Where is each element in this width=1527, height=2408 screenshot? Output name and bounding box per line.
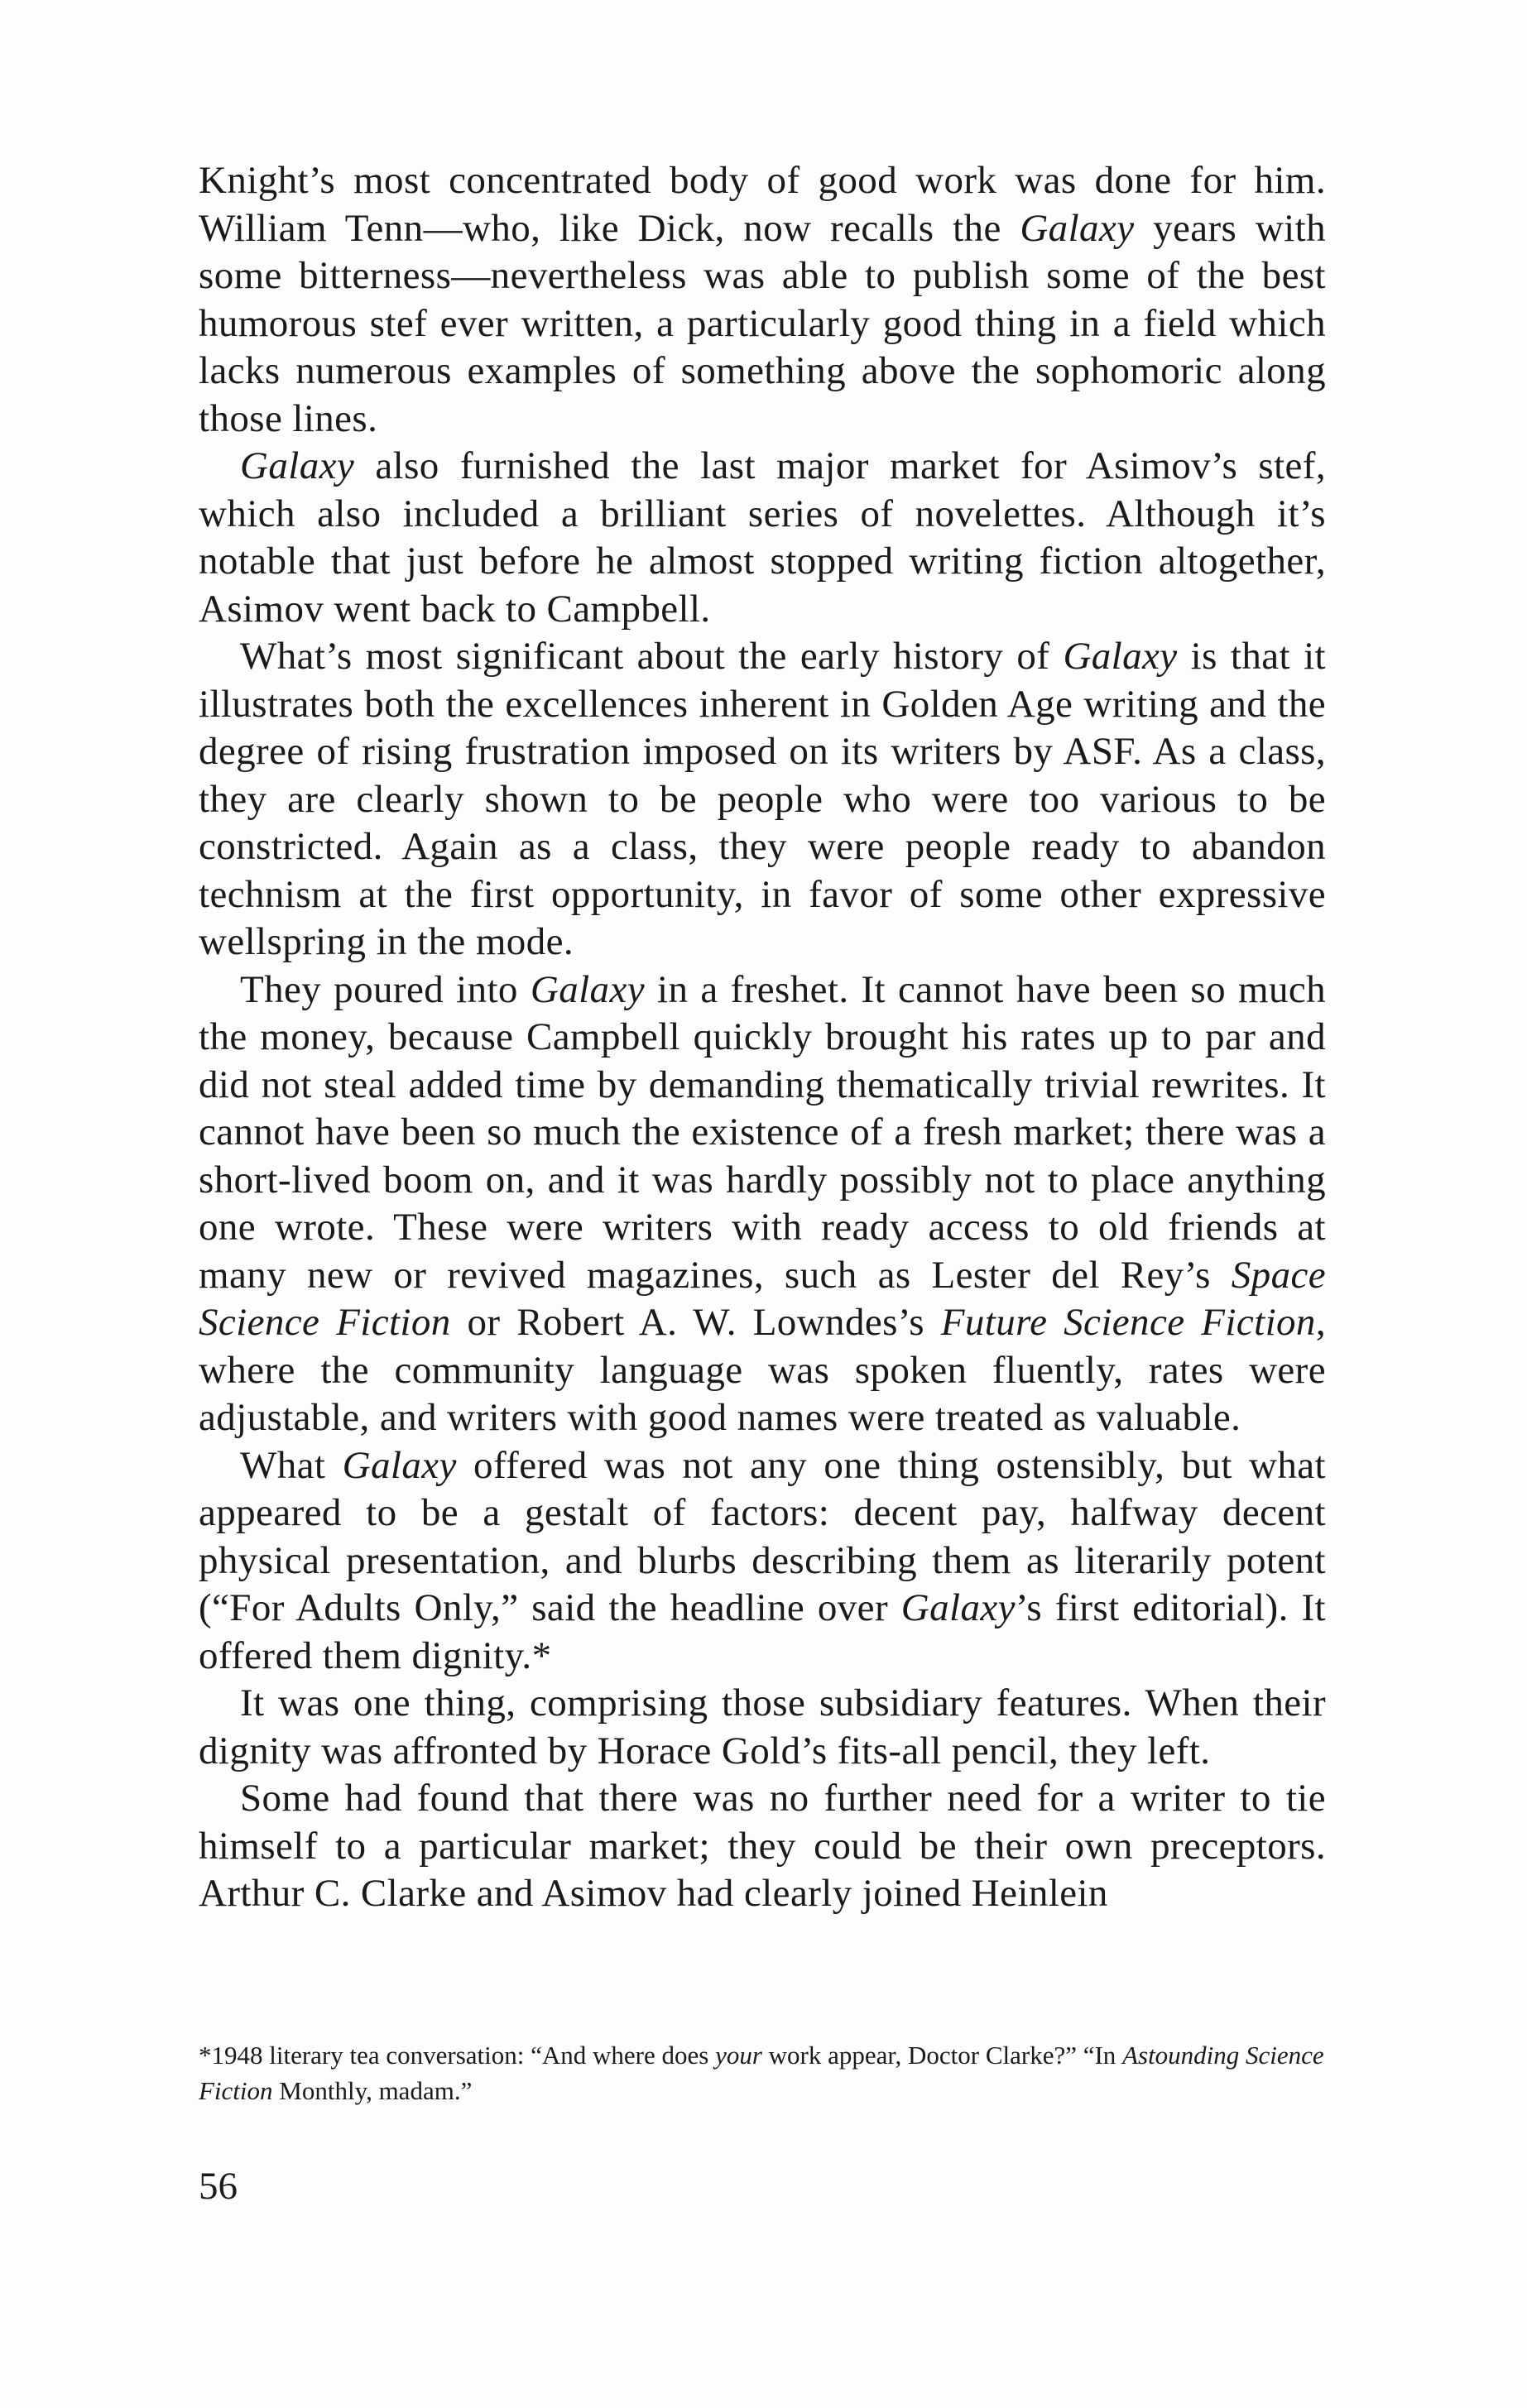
text-segment-italic: your xyxy=(715,2041,762,2070)
text-segment: years with some bitterness—nevertheless was able to publish some of the best humorous stef ever written, a particularly good thing in a field which lacks numerous examples of something above the sophomoric along those lines. xyxy=(199,206,1326,440)
body-text xyxy=(199,157,1326,1918)
text-segment: in a freshet. It cannot have been so much the money, because Campbell quickly brought his rates up to par and did not steal added time by demanding thematically trivial rewrites. It cannot have been so much the existence of a fresh market; there was a short-lived boom on, and it was hardly possibly not to place anything one wrote. These were writers with ready access to old friends at many new or revived magazines, such as Lester del Rey’s xyxy=(199,967,1327,1297)
text-segment: offered was not any one thing ostensibly, but what appeared to be a gestalt of factors: decent pay, halfway decent physical presentation, and blurbs describing them as literarily potent (“For Adults Only,” said the headline over xyxy=(199,1443,1327,1629)
text-segment: What xyxy=(240,1443,343,1487)
text-segment: also furnished the last major market for Asimov’s stef, which also included a brilliant series of novelettes. Although it’s notable that just before he almost stopped writing fiction altogether, Asimov went back to Campbell. xyxy=(199,444,1326,631)
text-segment: work appear, Doctor Clarke?” “In xyxy=(761,2041,1123,2070)
paragraph xyxy=(199,1442,1326,1681)
paragraph xyxy=(199,1680,1326,1775)
text-segment: It was one thing, comprising those subsidiary features. When their dignity was affronted by Horace Gold’s fits-all pencil, they left. xyxy=(199,1681,1326,1772)
text-segment: or Robert A. W. Lowndes’s xyxy=(450,1301,941,1344)
paragraph xyxy=(199,443,1326,633)
paragraph xyxy=(199,157,1326,443)
page-number: 56 xyxy=(199,2165,238,2208)
paragraph xyxy=(199,1775,1326,1918)
text-segment-italic: Galaxy xyxy=(342,1443,457,1487)
text-segment-italic: Future Science Fiction xyxy=(940,1301,1316,1344)
text-segment-italic: Space Science Fiction xyxy=(199,1253,1326,1344)
text-segment-italic: Galaxy xyxy=(530,967,645,1011)
footnote xyxy=(199,2037,1326,2108)
text-segment: Some had found that there was no further need for a writer to tie himself to a particular market; they could be their own preceptors. Arthur C. Clarke and Asimov had clearly joined Heinlein xyxy=(199,1777,1326,1915)
text-segment: Knight’s most concentrated body of good work was done for him. William Tenn—who, like Dick, now recalls the xyxy=(199,159,1326,250)
text-segment: ’s first editorial). It offered them dignity.* xyxy=(199,1586,1327,1677)
footnote-text xyxy=(199,2037,1326,2108)
text-segment: , where the community language was spoken fluently, rates were adjustable, and writers with good names were treated as valuable. xyxy=(199,1301,1326,1439)
text-segment: is that it illustrates both the excellences inherent in Golden Age writing and the degree of rising frustration imposed on its writers by ASF. As a class, they are clearly shown to be people who were too various to be constricted. Again as a class, they were people ready to abandon technism at the first opportunity, in favor of some other expressive wellspring in the mode. xyxy=(199,635,1327,963)
text-segment-italic: Galaxy xyxy=(1063,635,1178,678)
paragraph xyxy=(199,967,1326,1442)
text-segment: What’s most significant about the early history of xyxy=(240,635,1064,678)
text-segment-italic: Galaxy xyxy=(1020,206,1135,250)
text-segment-italic: Astounding Science Fiction xyxy=(199,2041,1324,2105)
paragraph xyxy=(199,633,1326,967)
text-segment: *1948 literary tea conversation: “And where does xyxy=(199,2041,716,2070)
text-segment-italic: Galaxy xyxy=(240,444,355,487)
text-segment: They poured into xyxy=(240,967,531,1011)
text-segment-italic: Galaxy xyxy=(900,1586,1016,1629)
text-segment: Monthly, madam.” xyxy=(272,2076,473,2105)
